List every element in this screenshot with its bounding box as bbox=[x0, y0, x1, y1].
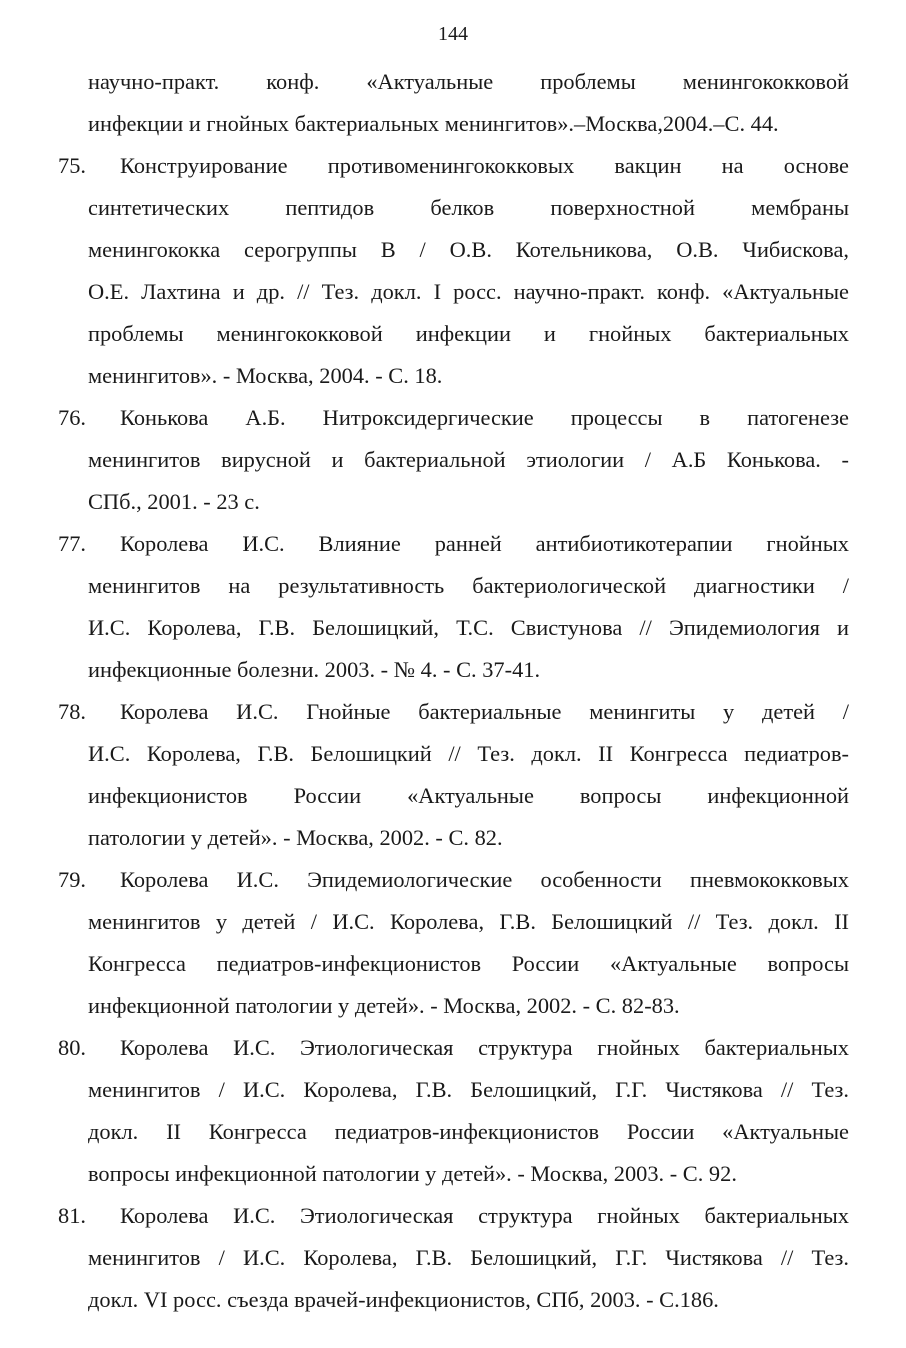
reference-item bbox=[58, 397, 849, 523]
reference-line: Конструирование противоменингококковых вакцин на основе bbox=[120, 153, 849, 178]
reference-line: менингитов на результативность бактериологической диагностики / bbox=[88, 573, 849, 598]
reference-line: инфекционистов России «Актуальные вопросы инфекционной bbox=[88, 783, 849, 808]
reference-line: менингитов у детей / И.С. Королева, Г.В. Белошицкий // Тез. докл. II bbox=[88, 909, 849, 934]
reference-line: инфекционной патологии у детей». - Москва, 2002. - С. 82-83. bbox=[88, 993, 680, 1018]
reference-line: синтетических пептидов белков поверхностной мембраны bbox=[88, 195, 849, 220]
reference-line: патологии у детей». - Москва, 2002. - С. 82. bbox=[88, 825, 503, 850]
reference-line: И.С. Королева, Г.В. Белошицкий, Т.С. Свистунова // Эпидемиология и bbox=[88, 615, 849, 640]
reference-line: докл. II Конгресса педиатров-инфекционистов России «Актуальные bbox=[88, 1119, 849, 1144]
reference-line: менингитов / И.С. Королева, Г.В. Белошицкий, Г.Г. Чистякова // Тез. bbox=[88, 1245, 849, 1270]
reference-line: Королева И.С. Влияние ранней антибиотикотерапии гнойных bbox=[120, 531, 849, 556]
reference-line: СПб., 2001. - 23 с. bbox=[88, 489, 260, 514]
reference-line: докл. VI росс. съезда врачей-инфекционистов, СПб, 2003. - С.186. bbox=[88, 1287, 719, 1312]
reference-item bbox=[58, 145, 849, 397]
reference-line: Королева И.С. Этиологическая структура гнойных бактериальных bbox=[120, 1035, 849, 1060]
reference-line: Королева И.С. Этиологическая структура гнойных бактериальных bbox=[120, 1203, 849, 1228]
reference-item bbox=[58, 1195, 849, 1321]
reference-line: Конгресса педиатров-инфекционистов России «Актуальные вопросы bbox=[88, 951, 849, 976]
reference-line: Конькова А.Б. Нитроксидергические процессы в патогенезе bbox=[120, 405, 849, 430]
reference-line: менингитов». - Москва, 2004. - С. 18. bbox=[88, 363, 443, 388]
reference-line: научно-практ. конф. «Актуальные проблемы менингококковой bbox=[88, 69, 849, 94]
reference-item bbox=[58, 691, 849, 859]
reference-line: И.С. Королева, Г.В. Белошицкий // Тез. докл. II Конгресса педиатров- bbox=[88, 741, 849, 766]
page-number: 144 bbox=[438, 23, 468, 45]
reference-line: инфекционные болезни. 2003. - № 4. - С. 37-41. bbox=[88, 657, 541, 682]
reference-line: Королева И.С. Эпидемиологические особенности пневмококковых bbox=[120, 867, 849, 892]
reference-line: менингитов / И.С. Королева, Г.В. Белошицкий, Г.Г. Чистякова // Тез. bbox=[88, 1077, 849, 1102]
reference-line: О.Е. Лахтина и др. // Тез. докл. I росс. научно-практ. конф. «Актуальные bbox=[88, 279, 849, 304]
reference-item bbox=[58, 1027, 849, 1195]
reference-line: вопросы инфекционной патологии у детей». - Москва, 2003. - С. 92. bbox=[88, 1161, 737, 1186]
reference-line: менингитов вирусной и бактериальной этиологии / А.Б Конькова. - bbox=[88, 447, 849, 472]
reference-number: 76. bbox=[58, 405, 86, 430]
reference-number: 78. bbox=[58, 699, 86, 724]
reference-number: 80. bbox=[58, 1035, 86, 1060]
reference-number: 77. bbox=[58, 531, 86, 556]
reference-item bbox=[58, 859, 849, 1027]
reference-list bbox=[58, 61, 849, 1321]
reference-item bbox=[58, 523, 849, 691]
reference-continued bbox=[88, 61, 849, 145]
reference-line: инфекции и гнойных бактериальных менингитов».–Москва,2004.–С. 44. bbox=[88, 111, 779, 136]
reference-number: 81. bbox=[58, 1203, 86, 1228]
reference-line: менингококка серогруппы В / О.В. Котельникова, О.В. Чибискова, bbox=[88, 237, 849, 262]
reference-number: 79. bbox=[58, 867, 86, 892]
reference-number: 75. bbox=[58, 153, 86, 178]
reference-line: проблемы менингококковой инфекции и гнойных бактериальных bbox=[88, 321, 849, 346]
reference-line: Королева И.С. Гнойные бактериальные менингиты у детей / bbox=[120, 699, 849, 724]
